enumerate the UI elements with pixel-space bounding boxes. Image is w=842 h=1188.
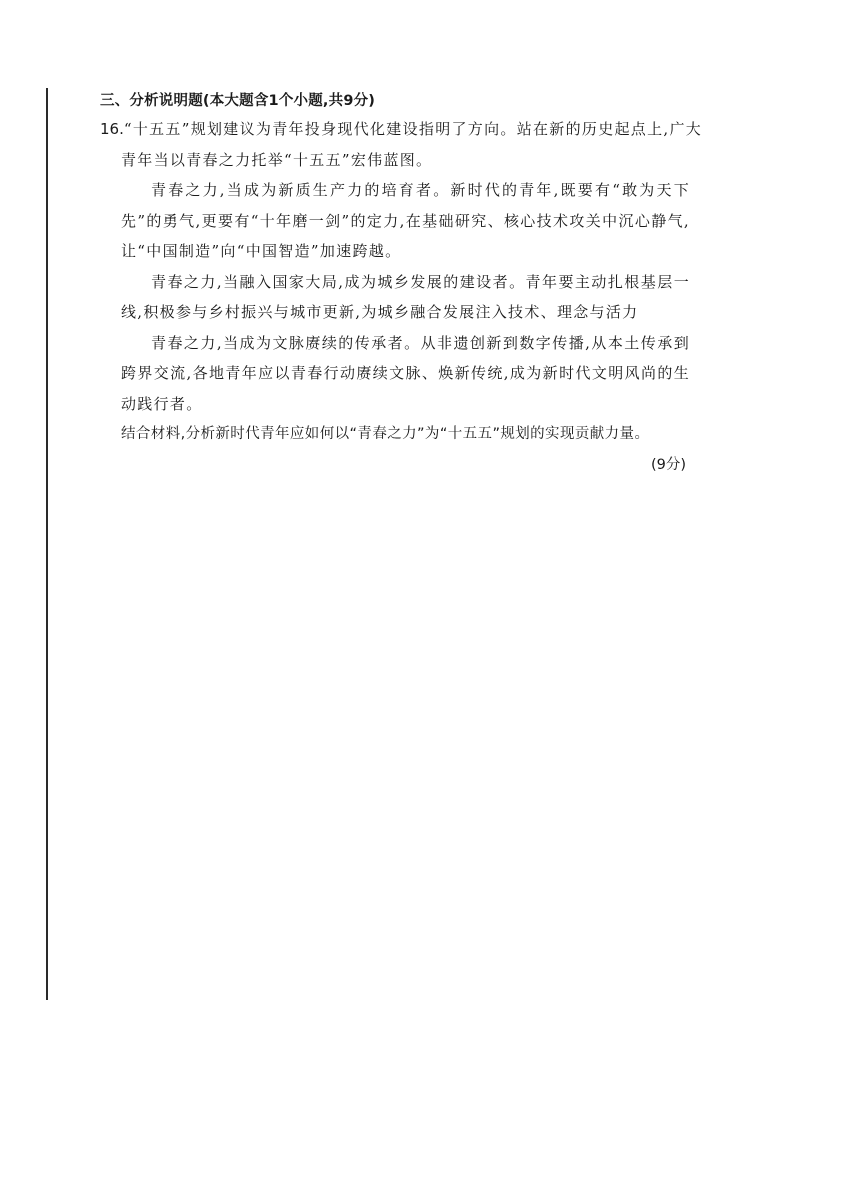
- question-number: 16.: [100, 120, 124, 138]
- question-prompt: 结合材料,分析新时代青年应如何以“青春之力”为“十五五”规划的实现贡献力量。: [121, 426, 650, 442]
- question-stem-text: “十五五”规划建议为青年投身现代化建设指明了方向。站在新的历史起点上,广大: [123, 120, 703, 138]
- question-16: [100, 114, 703, 480]
- material-paragraph-2: 青春之力,当融入国家大局,成为城乡发展的建设者。青年要主动扎根基层一线,积极参与乡村振兴与城市更新,为城乡融合发展注入技术、理念与活力: [121, 272, 690, 321]
- question-stem-line-1: [100, 114, 703, 145]
- material-paragraph-3: 青春之力,当成为文脉赓续的传承者。从非遗创新到数字传播,从本土传承到跨界交流,各地青年应以青春行动赓续文脉、焕新传统,成为新时代文明风尚的生动践行者。: [121, 333, 690, 413]
- exam-page-content: [100, 88, 703, 480]
- section-heading: 三、分析说明题(本大题含1个小题,共9分): [100, 93, 376, 109]
- margin-rule: [46, 88, 48, 1000]
- question-stem-line-2: 青年当以青春之力托举“十五五”宏伟蓝图。: [121, 150, 433, 169]
- material-paragraph-1: 青春之力,当成为新质生产力的培育者。新时代的青年,既要有“敢为天下先”的勇气,更要有“十年磨一剑”的定力,在基础研究、核心技术攻关中沉心静气,让“中国制造”向“中国智造”加速跨越。: [121, 181, 690, 260]
- question-score: (9分): [650, 456, 686, 473]
